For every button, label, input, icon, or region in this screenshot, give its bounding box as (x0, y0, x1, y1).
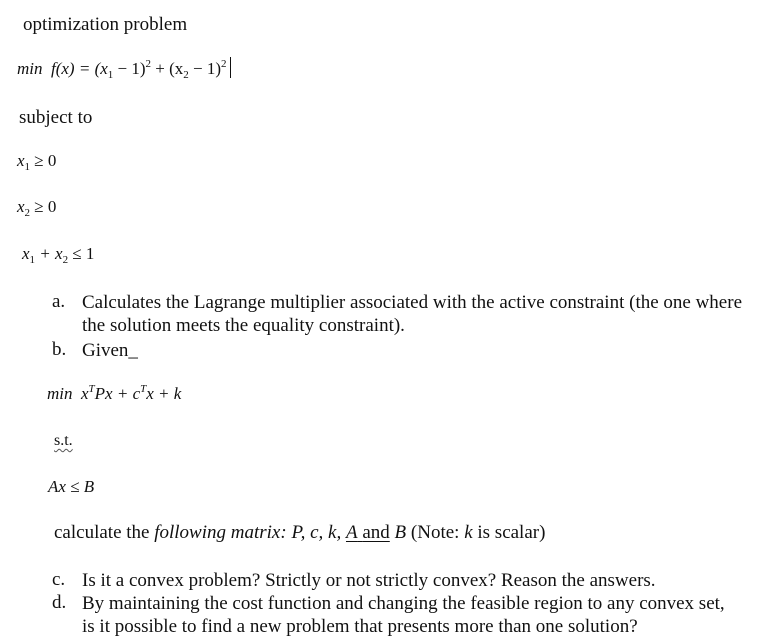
objective-term-2: − 1) (188, 59, 222, 78)
item-c-label: c. (52, 569, 66, 590)
qp-end: x + k (146, 384, 182, 403)
objective-sub-1: 1 (107, 69, 114, 81)
constraint-3 (22, 243, 94, 265)
calc-note-post: is scalar) (477, 522, 546, 543)
calc-vars: P, c, k, (291, 522, 342, 543)
objective-func: f(x) = (x (51, 59, 108, 78)
constraint-2-rel: ≥ 0 (30, 197, 57, 216)
st-text: s.t. (54, 432, 73, 449)
constraint-3-op: + x (35, 244, 63, 263)
qp-x: x (81, 384, 89, 403)
calc-pre: calculate the (54, 522, 150, 543)
objective-sup-2: 2 (221, 58, 227, 70)
item-d-text: By maintaining the cost function and changing the feasible region to any convex set, is it possible to find a new problem that presents more than one solution? (82, 593, 725, 637)
inequality-constraint: Ax ≤ B (48, 477, 95, 496)
item-c-text: Is it a convex problem? Strictly or not strictly convex? Reason the answers. (82, 570, 656, 591)
calc-A: A (345, 522, 358, 543)
calc-italic: following matrix: (154, 522, 287, 543)
item-b-text: Given_ (82, 340, 138, 361)
constraint-2-sub: 2 (24, 207, 31, 219)
constraint-3-sub2: 2 (62, 254, 69, 266)
constraint-1-var: x (17, 151, 25, 170)
qp-transpose-2: T (140, 383, 147, 395)
objective-term-1: − 1) (113, 59, 146, 78)
objective-sub-2: 2 (183, 69, 189, 81)
qp-mid: Px + c (94, 384, 141, 403)
item-a-text: Calculates the Lagrange multiplier associated with the active constraint (the one where the solution meets the equality constraint). (82, 292, 742, 336)
calc-B: B (394, 522, 407, 543)
objective-function (17, 57, 231, 80)
calculate-line (54, 522, 545, 544)
constraint-3-var1: x (22, 244, 30, 263)
objective-plus: + (x (151, 59, 184, 78)
constraint-1-sub: 1 (24, 161, 31, 173)
calc-note-pre: (Note: (410, 522, 460, 543)
constraint-2 (17, 196, 56, 218)
item-b-label: b. (52, 339, 67, 360)
item-d-label: d. (52, 592, 67, 613)
item-a-label: a. (52, 291, 66, 312)
objective-min: min (17, 59, 43, 78)
subject-to-label: subject to (19, 107, 93, 128)
qp-min: min (47, 384, 73, 403)
constraint-1-rel: ≥ 0 (30, 151, 57, 170)
text-cursor (230, 57, 231, 78)
constraint-3-rel: ≤ 1 (68, 244, 95, 263)
calc-k: k (464, 522, 473, 543)
constraint-2-var: x (17, 197, 25, 216)
calc-and: and (362, 522, 390, 543)
heading: optimization problem (23, 14, 188, 35)
constraint-1 (17, 150, 56, 172)
objective-sup-1: 2 (145, 58, 152, 70)
constraint-3-sub1: 1 (29, 254, 36, 266)
qp-objective (47, 383, 181, 405)
st-label (54, 430, 73, 452)
qp-transpose-1: T (88, 383, 95, 395)
